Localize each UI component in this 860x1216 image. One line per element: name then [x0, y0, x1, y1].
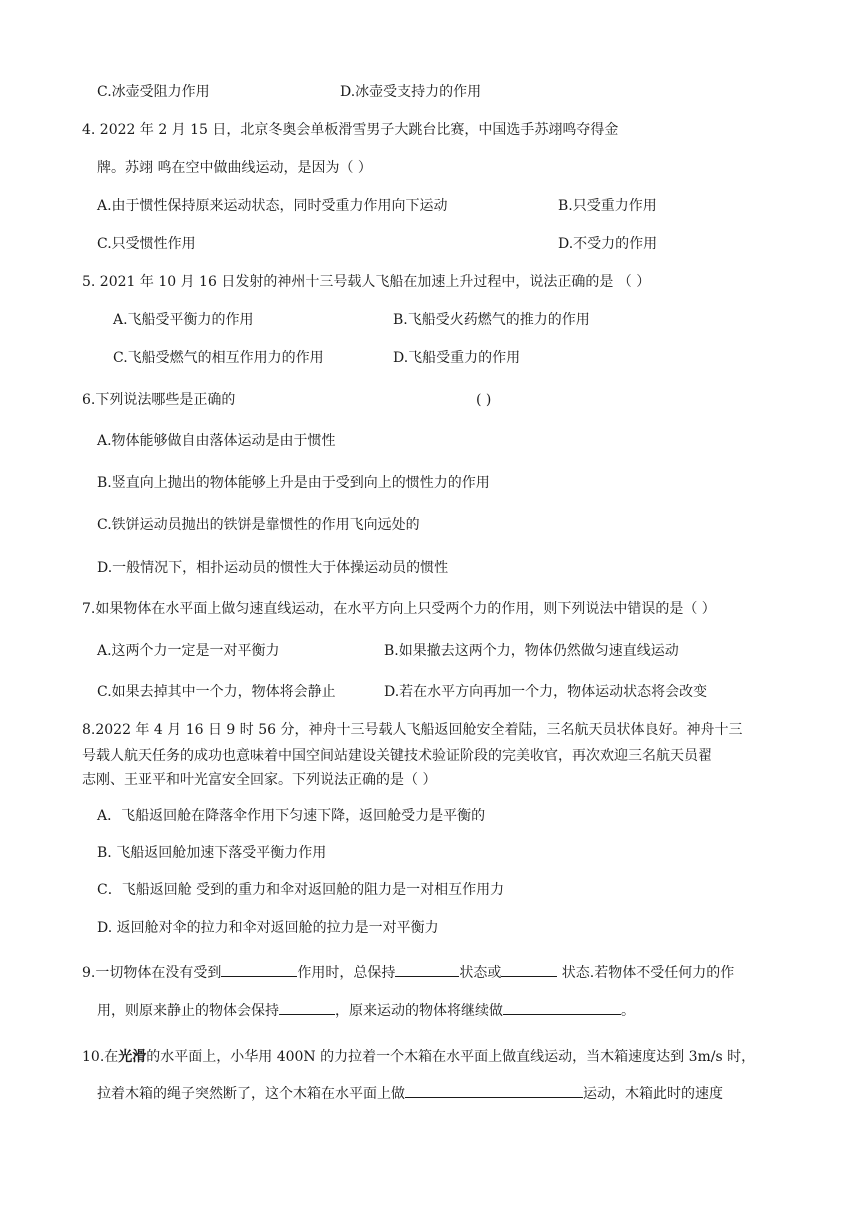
q10-text-bold: 光滑 — [118, 1049, 147, 1065]
q6-option-b: B.竖直向上抛出的物体能够上升是由于受到向上的惯性力的作用 — [97, 475, 490, 491]
q10-line1 — [82, 1047, 755, 1067]
q9-line2 — [97, 1000, 635, 1021]
q7-stem: 7.如果物体在水平面上做匀速直线运动，在水平方向上只受两个力的作用，则下列说法中错误的是（ ） — [82, 601, 716, 617]
q8-stem-line2: 号载人航天任务的成功也意味着中国空间站建设关键技术验证阶段的完美收官，再次欢迎三名航天员翟 — [82, 748, 712, 764]
q6-option-c: C.铁饼运动员抛出的铁饼是靠惯性的作用飞向远处的 — [97, 517, 420, 533]
q9-text-4: 状态.若物体不受任何力的作 — [557, 965, 735, 981]
q4-stem-line2: 牌。苏翊 鸣在空中做曲线运动，是因为（ ） — [97, 160, 372, 176]
q8-stem-line3: 志刚、王亚平和叶光富安全回家。下列说法正确的是（ ） — [82, 772, 437, 788]
q4-option-d: D.不受力的作用 — [558, 236, 658, 252]
q10-text-1: 10.在 — [82, 1049, 119, 1065]
q10-text-4: 运动，木箱此时的速度 — [583, 1086, 723, 1102]
q5-option-c: C.飞船受燃气的相互作用力的作用 — [113, 350, 324, 366]
q9-text-5: 用，则原来静止的物体会保持 — [97, 1003, 279, 1019]
q9-blank-5[interactable] — [503, 1000, 621, 1015]
q7-option-c: C.如果去掉其中一个力，物体将会静止 — [97, 684, 336, 700]
q9-line1 — [82, 962, 734, 983]
q8-option-b: B. 飞船返回舱加速下落受平衡力作用 — [97, 845, 327, 861]
q8-option-a: A．飞船返回舱在降落伞作用下匀速下降，返回舱受力是平衡的 — [97, 808, 486, 824]
q9-blank-3[interactable] — [501, 962, 557, 977]
q9-text-7: 。 — [621, 1003, 635, 1019]
q8-option-c: C．飞船返回舱 受到的重力和伞对返回舱的阻力是一对相互作用力 — [97, 882, 505, 898]
q9-text-3: 状态或 — [459, 965, 502, 981]
q9-blank-1[interactable] — [221, 962, 297, 977]
q6-option-d: D.一般情况下，相扑运动员的惯性大于体操运动员的惯性 — [97, 560, 449, 576]
q3-option-d: D.冰壶受支持力的作用 — [340, 84, 482, 100]
q6-option-a: A.物体能够做自由落体运动是由于惯性 — [97, 433, 336, 449]
q7-option-b: B.如果撤去这两个力，物体仍然做匀速直线运动 — [384, 643, 679, 659]
q9-text-1: 9.一切物体在没有受到 — [82, 965, 222, 981]
q7-option-a: A.这两个力一定是一对平衡力 — [97, 643, 280, 659]
q4-stem-line1: 4. 2022 年 2 月 15 日，北京冬奥会单板滑雪男子大跳台比赛，中国选手苏翊鸣夺得金 — [82, 122, 619, 138]
q8-stem-line1: 8.2022 年 4 月 16 日 9 时 56 分，神舟十三号载人飞船返回舱安全着陆，三名航天员状体良好。神舟十三 — [82, 722, 743, 738]
q5-option-a: A.飞船受平衡力的作用 — [113, 312, 254, 328]
q4-option-a: A.由于惯性保持原来运动状态，同时受重力作用向下运动 — [97, 198, 448, 214]
q4-option-c: C.只受惯性作用 — [97, 236, 196, 252]
q6-stem: 6.下列说法哪些是正确的 — [82, 392, 236, 408]
q3-option-c: C.冰壶受阻力作用 — [97, 84, 210, 100]
q9-text-2: 作用时，总保持 — [297, 965, 396, 981]
q7-option-d: D.若在水平方向再加一个力，物体运动状态将会改变 — [384, 684, 708, 700]
q9-blank-2[interactable] — [395, 962, 459, 977]
q10-text-3: 拉着木箱的绳子突然断了，这个木箱在水平面上做 — [97, 1086, 405, 1102]
q9-text-6: ，原来运动的物体将继续做 — [335, 1003, 503, 1019]
q10-text-2: 的水平面上，小华用 400N 的力拉着一个木箱在水平面上做直线运动，当木箱速度达到 3m/s 时， — [146, 1049, 756, 1065]
q5-option-d: D.飞船受重力的作用 — [393, 350, 521, 366]
q8-option-d: D. 返回舱对伞的拉力和伞对返回舱的拉力是一对平衡力 — [97, 920, 439, 936]
q6-answer-paren: ( ) — [476, 392, 492, 408]
q9-blank-4[interactable] — [279, 1000, 335, 1015]
q10-blank-1[interactable] — [405, 1083, 583, 1098]
q10-line2 — [97, 1083, 723, 1104]
q4-option-b: B.只受重力作用 — [558, 198, 657, 214]
q5-option-b: B.飞船受火药燃气的推力的作用 — [393, 312, 590, 328]
q5-stem: 5. 2021 年 10 月 16 日发射的神州十三号载人飞船在加速上升过程中，说法正确的是 （ ） — [82, 274, 651, 290]
